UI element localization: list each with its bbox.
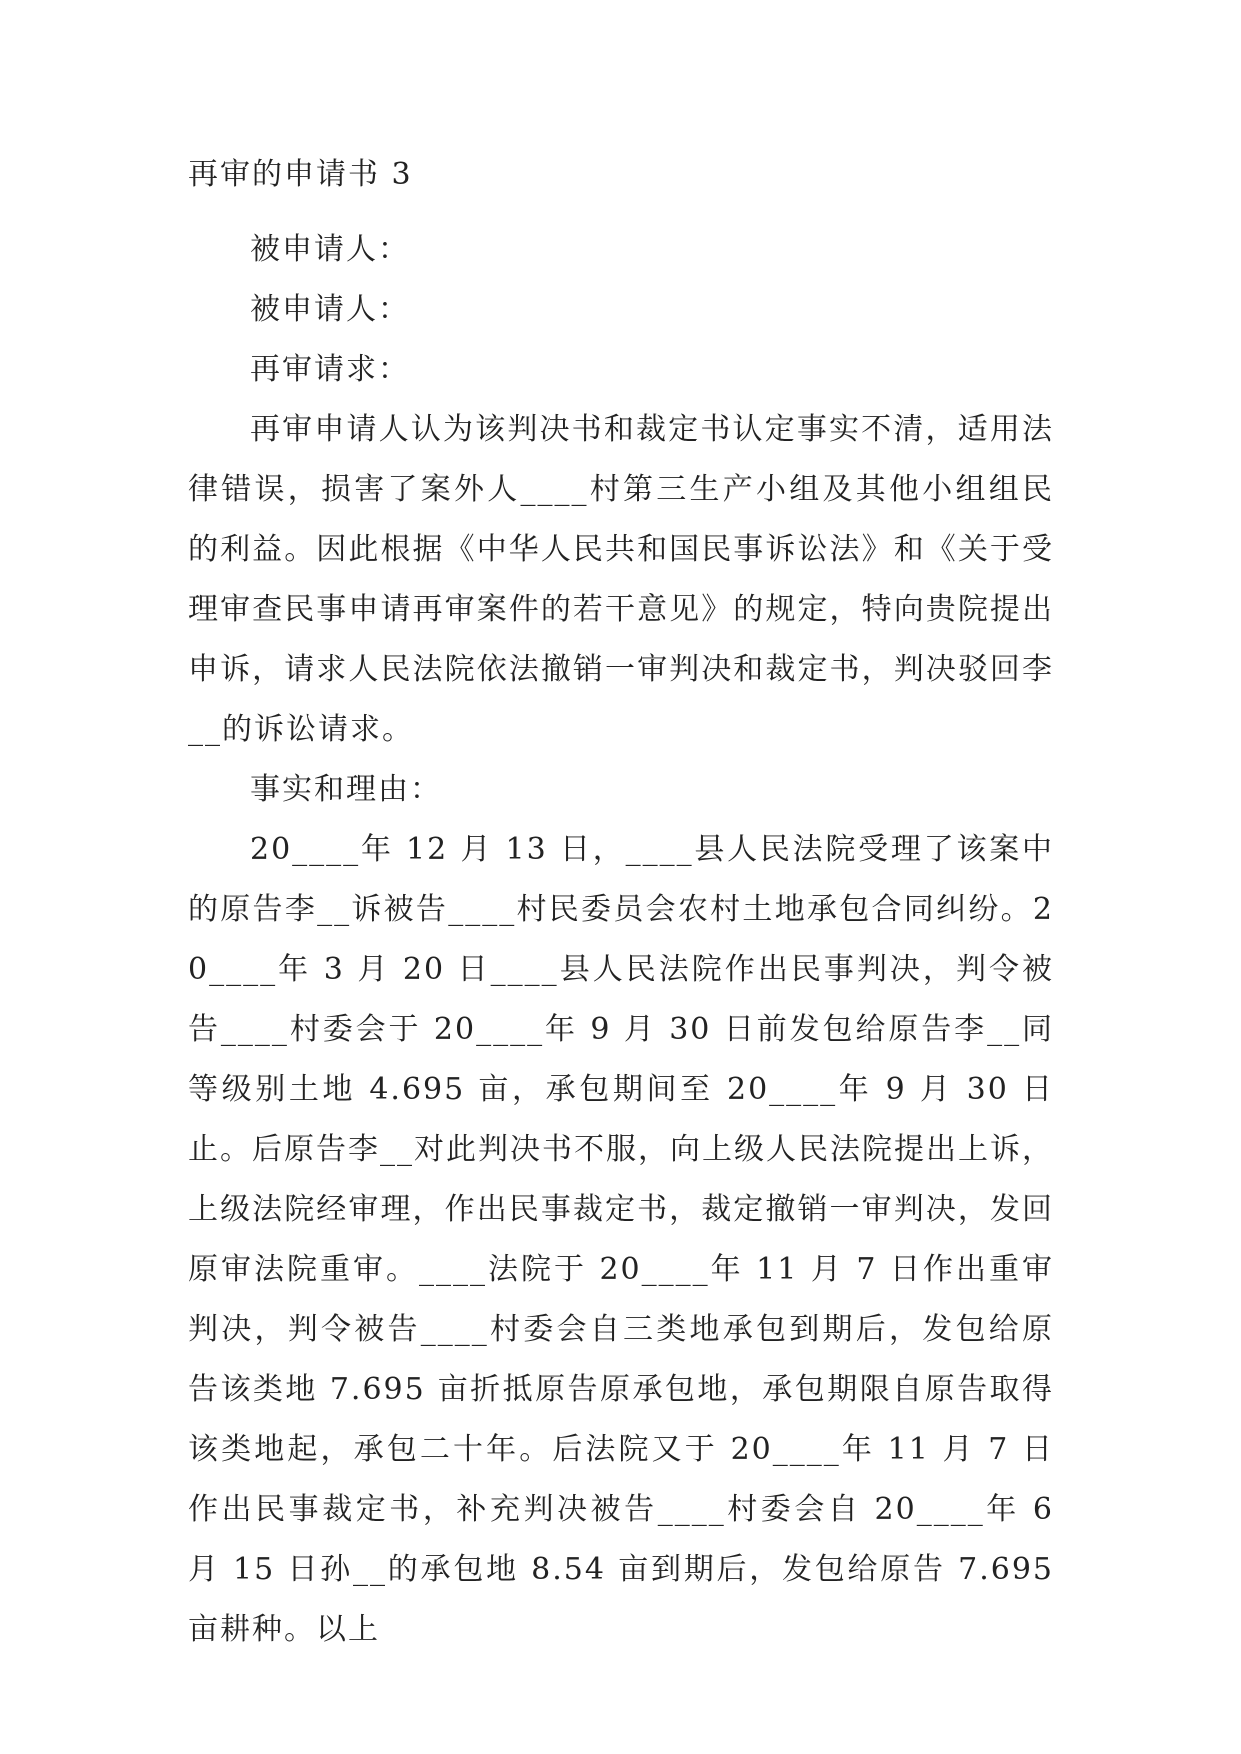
respondent-line-2: 被申请人： bbox=[250, 292, 410, 327]
respondent-line-1: 被申请人： bbox=[250, 232, 410, 267]
document-body bbox=[188, 157, 1054, 1660]
retrial-request-paragraph: 再审申请人认为该判决书和裁定书认定事实不清，适用法律错误，损害了案外人____村第三生产小组及其他小组组民的利益。因此根据《中华人民共和国民事诉讼法》和《关于受理审查民事申请再审案件的若干意见》的规定，特向贵院提出申诉，请求人民法院依法撤销一审判决和裁定书，判决驳回李__的诉讼请求。 bbox=[188, 412, 1054, 747]
facts-and-reasons-heading: 事实和理由： bbox=[250, 772, 442, 807]
retrial-request-heading: 再审请求： bbox=[250, 352, 410, 387]
facts-and-reasons-paragraph: 20____年 12 月 13 日，____县人民法院受理了该案中的原告李__诉被告____村民委员会农村土地承包合同纠纷。20____年 3 月 20 日____县人民法院作出民事判决，判令被告____村委会于 20____年 9 月 30 日前发包给原告李__同等级别土地 4.695 亩，承包期间至 20____年 9 月 30 日止。后原告李__对此判决书不服，向上级人民法院提出上诉，上级法院经审理，作出民事裁定书，裁定撤销一审判决，发回原审法院重审。____法院于 20____年 11 月 7 日作出重审判决，判令被告____村委会自三类地承包到期后，发包给原告该类地 7.695 亩折抵原告原承包地，承包期限自原告取得该类地起，承包二十年。后法院又于 20____年 11 月 7 日作出民事裁定书，补充判决被告____村委会自 20____年 6 月 15 日孙__的承包地 8.54 亩到期后，发包给原告 7.695 亩耕种。以上 bbox=[188, 832, 1054, 1647]
document-title: 再审的申请书 3 bbox=[188, 157, 413, 192]
